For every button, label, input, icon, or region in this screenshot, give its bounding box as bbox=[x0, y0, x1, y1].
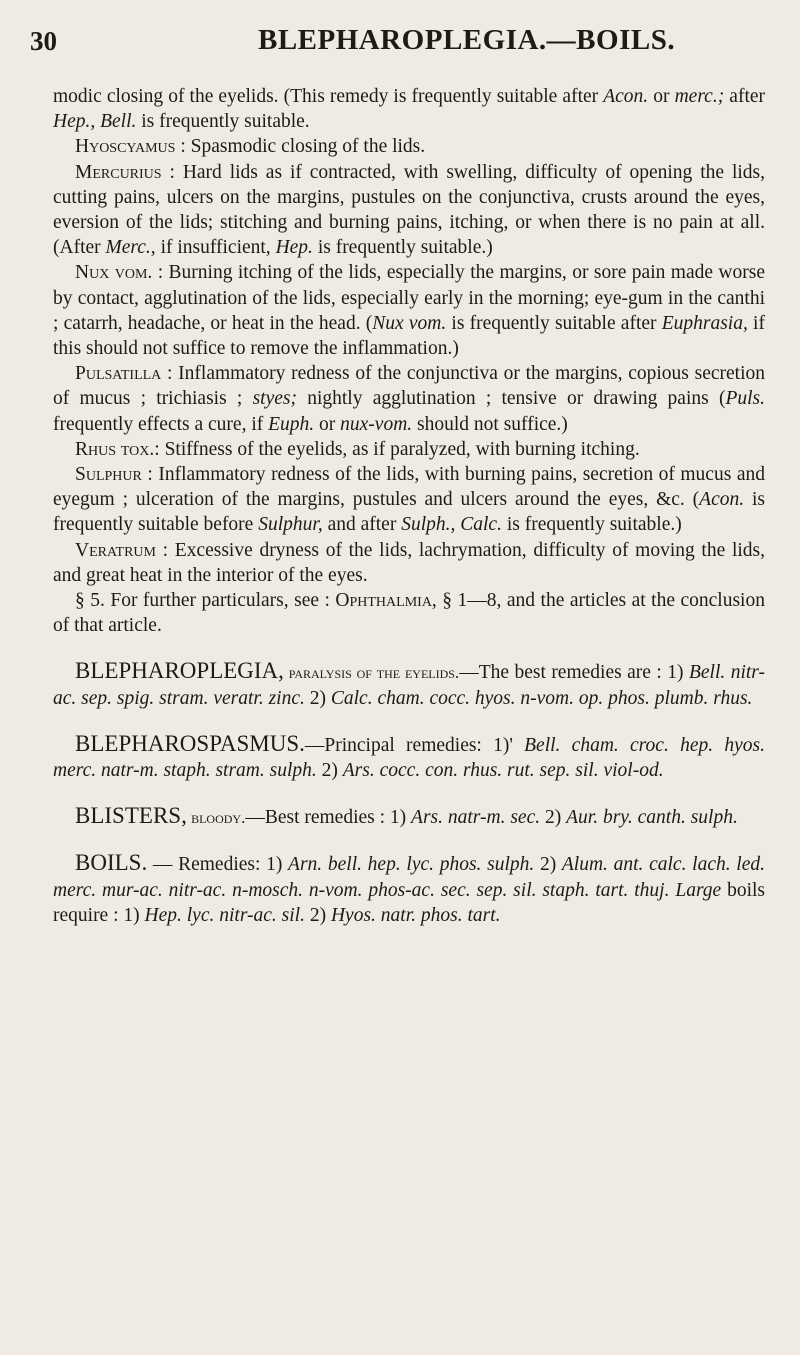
remedy-paragraph-mercurius bbox=[53, 160, 765, 261]
remedy-name: Rhus tox. bbox=[75, 438, 155, 460]
text-run: or bbox=[648, 86, 675, 107]
remedy-ref: Puls. bbox=[725, 388, 765, 410]
entry-headword: BOILS. bbox=[75, 850, 148, 876]
remedy-list: Alum. ant. calc. lach. led. merc. mur-ac. nitr-ac. n-mosch. n-vom. phos-ac. sec. sep. sil. staph. tart. thuj. bbox=[53, 854, 766, 901]
continuation-paragraph bbox=[53, 84, 765, 134]
text-run: is frequently suitable before bbox=[53, 489, 765, 536]
remedy-name: Pulsatilla bbox=[75, 363, 162, 385]
remedy-name: Mercurius bbox=[75, 161, 162, 183]
remedy-name: Sulphur bbox=[75, 464, 142, 486]
remedy-name: Nux vom. bbox=[75, 262, 153, 284]
remedy-name: Hyoscyamus bbox=[75, 136, 176, 158]
text-run: 2) bbox=[316, 760, 343, 782]
text-run: : Excessive dryness of the lids, lachrymation, difficulty of moving the lids, and great heat in the interior of the eyes. bbox=[53, 539, 765, 586]
remedy-paragraph-pulsatilla bbox=[53, 361, 765, 437]
text-run: : Burning itching of the lids, especially the margins, or sore pain made worse by contact, agglutination of the lids, especially early in the morning; eye-gum in the canthi ; catarrh, headache, or heat in the head. ( bbox=[53, 262, 765, 334]
page-header bbox=[30, 18, 770, 62]
remedy-paragraph-rhus-tox bbox=[53, 437, 765, 462]
remedy-ref: Euphrasia, bbox=[661, 312, 748, 334]
text-run: —Principal remedies: 1)' bbox=[304, 734, 525, 756]
text-run: : Hard lids as if contracted, with swelling, difficulty of opening the lids, cutting pains, ulcers on the margins, pustules on the conjunctiva, crusts around the eyes, eversion of the lids; stitching and burning pains, itching, or when there is no pain at all. (After bbox=[53, 161, 765, 259]
text-run: : Inflammatory redness of the lids, with burning pains, secretion of mucus and eyegum ; ulceration of the margins, pustules and ulcers around the eyes, &c. ( bbox=[53, 464, 765, 511]
text-run: 2) bbox=[304, 904, 331, 926]
entry-subhead: bloody. bbox=[186, 808, 246, 828]
text-run: is frequently suitable. bbox=[136, 111, 310, 133]
remedy-list: Bell. cham. croc. hep. hyos. merc. natr-m. staph. stram. sulph. bbox=[53, 734, 765, 782]
remedy-ref: merc.; bbox=[674, 86, 725, 107]
remedy-ref: Sulph., Calc. bbox=[401, 514, 502, 536]
remedy-ref: Hep., Bell. bbox=[53, 111, 137, 133]
body-text bbox=[53, 84, 765, 928]
remedy-ref: styes; bbox=[252, 388, 297, 410]
running-head: BLEPHAROPLEGIA.—BOILS. bbox=[258, 24, 676, 56]
text-run: : Stiffness of the eyelids, as if paralyzed, with burning itching. bbox=[154, 438, 640, 460]
text-run: should not suffice.) bbox=[412, 413, 568, 435]
text-run: § 1—8, and the articles at the conclusion of that article. bbox=[53, 590, 765, 637]
remedy-name: Veratrum bbox=[75, 539, 156, 561]
remedy-list: Ars. natr-m. sec. bbox=[411, 807, 541, 829]
entry-blepharoplegia bbox=[53, 658, 765, 710]
remedy-list: Hep. lyc. nitr-ac. sil. bbox=[144, 904, 305, 926]
page-number: 30 bbox=[30, 26, 57, 56]
text-run: and after bbox=[322, 514, 402, 536]
remedy-list: Ars. cocc. con. rhus. rut. sep. sil. viol-od. bbox=[342, 760, 664, 782]
text-run: modic closing of the eyelids. (This remedy is frequently suitable after bbox=[53, 86, 604, 107]
remedy-list: Bell. nitr-ac. sep. spig. stram. veratr. zinc. bbox=[53, 662, 765, 709]
text-run: if this should not suffice to remove the inflammation.) bbox=[53, 312, 765, 360]
cross-reference: Ophthalmia, bbox=[335, 590, 437, 612]
entry-headword: BLEPHAROPLEGIA, bbox=[75, 658, 284, 684]
text-run: —The best remedies are : 1) bbox=[459, 662, 689, 684]
text-run: is frequently suitable.) bbox=[312, 237, 493, 259]
text-run: —Best remedies : 1) bbox=[245, 807, 412, 829]
entry-boils bbox=[53, 850, 765, 928]
text-run: frequently effects a cure, if bbox=[53, 413, 269, 435]
remedy-ref: Acon. bbox=[699, 489, 745, 511]
text-run: boils require : 1) bbox=[53, 879, 766, 926]
text-run: after bbox=[724, 86, 766, 107]
text-run: 2) bbox=[304, 687, 331, 709]
remedy-ref: Sulphur, bbox=[258, 514, 323, 536]
entry-blepharospasmus bbox=[53, 731, 765, 783]
text-run: : Spasmodic closing of the lids. bbox=[175, 136, 426, 158]
emphasis: Large bbox=[675, 879, 722, 901]
text-run: is frequently suitable after bbox=[446, 312, 662, 334]
remedy-list: Aur. bry. canth. sulph. bbox=[566, 807, 738, 829]
text-run: 2) bbox=[540, 807, 567, 829]
remedy-ref: Merc., bbox=[105, 237, 156, 259]
remedy-paragraph-nux-vom bbox=[53, 260, 765, 361]
text-run: or bbox=[314, 413, 341, 435]
entry-blisters bbox=[53, 803, 765, 830]
remedy-paragraph-sulphur bbox=[53, 462, 765, 538]
section-5-paragraph bbox=[53, 588, 765, 638]
text-run: nightly agglutination ; tensive or drawing pains ( bbox=[296, 388, 726, 410]
remedy-list: Arn. bell. hep. lyc. phos. sulph. bbox=[288, 854, 535, 876]
remedy-paragraph-hyoscyamus bbox=[53, 134, 765, 159]
text-run: § 5. For further particulars, see : bbox=[75, 590, 336, 612]
text-run: — Remedies: 1) bbox=[147, 854, 289, 876]
text-run: 2) bbox=[534, 854, 562, 876]
remedy-ref: Hep. bbox=[275, 237, 313, 259]
entry-headword: BLEPHAROSPASMUS. bbox=[75, 730, 305, 756]
text-run: : Inflammatory redness of the conjunctiva or the margins, copious secretion of mucus ; trichiasis ; bbox=[53, 363, 765, 410]
entry-headword: BLISTERS, bbox=[75, 803, 187, 829]
entry-subhead: paralysis of the eyelids. bbox=[283, 663, 460, 683]
text-run: if insufficient, bbox=[155, 237, 276, 259]
remedy-list: Hyos. natr. phos. tart. bbox=[330, 904, 501, 926]
remedy-ref: Acon. bbox=[603, 86, 649, 107]
remedy-paragraph-veratrum bbox=[53, 538, 765, 588]
remedy-ref: nux-vom. bbox=[340, 413, 413, 435]
remedy-list: Calc. cham. cocc. hyos. n-vom. op. phos. plumb. rhus. bbox=[330, 687, 753, 709]
text-run: is frequently suitable.) bbox=[501, 514, 682, 536]
remedy-ref: Euph. bbox=[268, 413, 315, 435]
remedy-ref: Nux vom. bbox=[372, 312, 447, 334]
